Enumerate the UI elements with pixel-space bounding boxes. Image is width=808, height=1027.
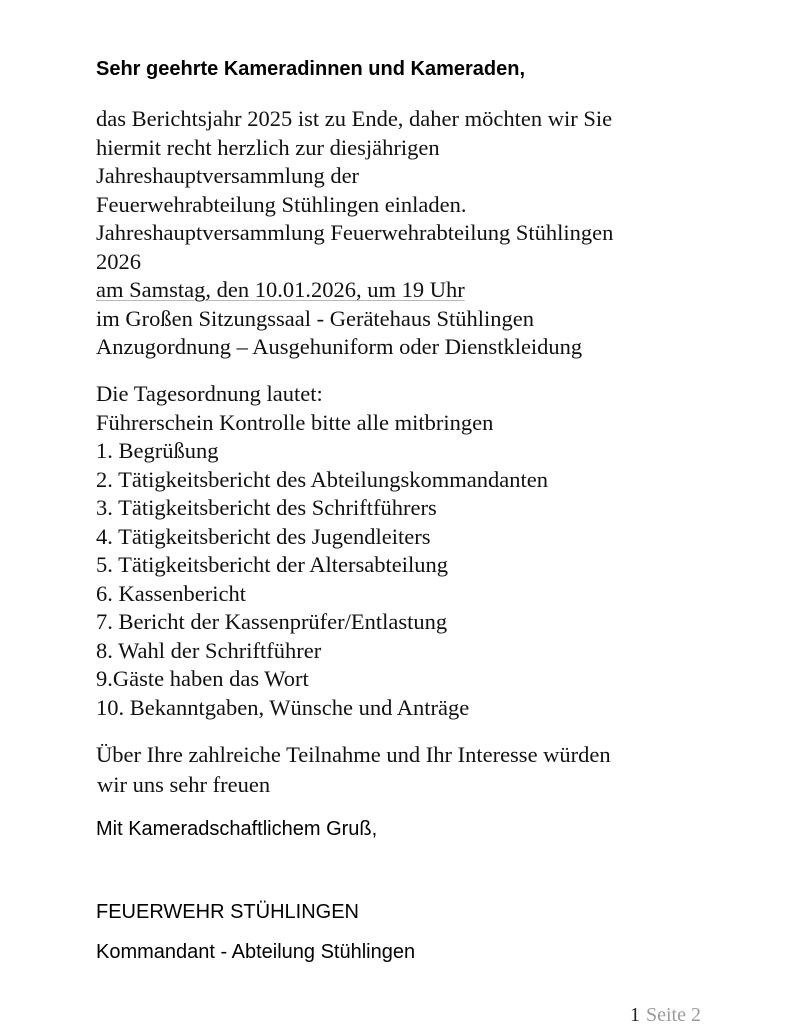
intro-line: 2026 (96, 248, 141, 274)
agenda-item: 4. Tätigkeitsbericht des Jugendleiters (96, 523, 431, 549)
agenda-item: 5. Tätigkeitsbericht der Altersabteilung (96, 552, 448, 577)
page-number-glyph: 1 (630, 1004, 640, 1026)
agenda-intro: Die Tagesordnung lautet: (96, 381, 323, 406)
page-footer (630, 1004, 701, 1027)
event-dress-code-line: Anzugordnung – Ausgehuniform oder Dienstkleidung (96, 334, 583, 359)
intro-line: Jahreshauptversammlung der (96, 163, 360, 188)
agenda-note: Führerschein Kontrolle bitte alle mitbringen (96, 409, 494, 435)
agenda-item: 1. Begrüßung (96, 438, 219, 463)
agenda-item: 10. Bekanntgaben, Wünsche und Anträge (96, 694, 470, 720)
agenda-item: 8. Wahl der Schriftführer (96, 637, 322, 663)
signature-role: Kommandant - Abteilung Stühlingen (96, 941, 416, 963)
agenda-item: 3. Tätigkeitsbericht des Schriftführers (96, 495, 437, 520)
signature-organization: FEUERWEHR STÜHLINGEN (96, 901, 359, 923)
closing-line: Über Ihre zahlreiche Teilnahme und Ihr Interesse würden (96, 742, 611, 767)
agenda-item: 7. Bericht der Kassenprüfer/Entlastung (96, 609, 448, 634)
closing-line: wir uns sehr freuen (97, 772, 271, 797)
intro-line: Feuerwehrabteilung Stühlingen einladen. (96, 191, 467, 217)
intro-line: Jahreshauptversammlung Feuerwehrabteilung Stühlingen (96, 220, 614, 245)
event-location-line: im Großen Sitzungssaal - Gerätehaus Stühlingen (96, 305, 535, 331)
agenda-item: 2. Tätigkeitsbericht des Abteilungskommandanten (96, 466, 548, 492)
greeting: Mit Kameradschaftlichem Gruß, (96, 818, 378, 840)
salutation: Sehr geehrte Kameradinnen und Kameraden, (96, 58, 526, 80)
agenda-item: 6. Kassenbericht (96, 580, 246, 606)
event-date-line: am Samstag, den 10.01.2026, um 19 Uhr (96, 277, 465, 302)
page-label: Seite 2 (646, 1004, 701, 1026)
intro-line: hiermit recht herzlich zur diesjährigen (96, 134, 440, 160)
intro-line: das Berichtsjahr 2025 ist zu Ende, daher möchten wir Sie (96, 106, 613, 131)
agenda-item: 9.Gäste haben das Wort (96, 666, 309, 691)
